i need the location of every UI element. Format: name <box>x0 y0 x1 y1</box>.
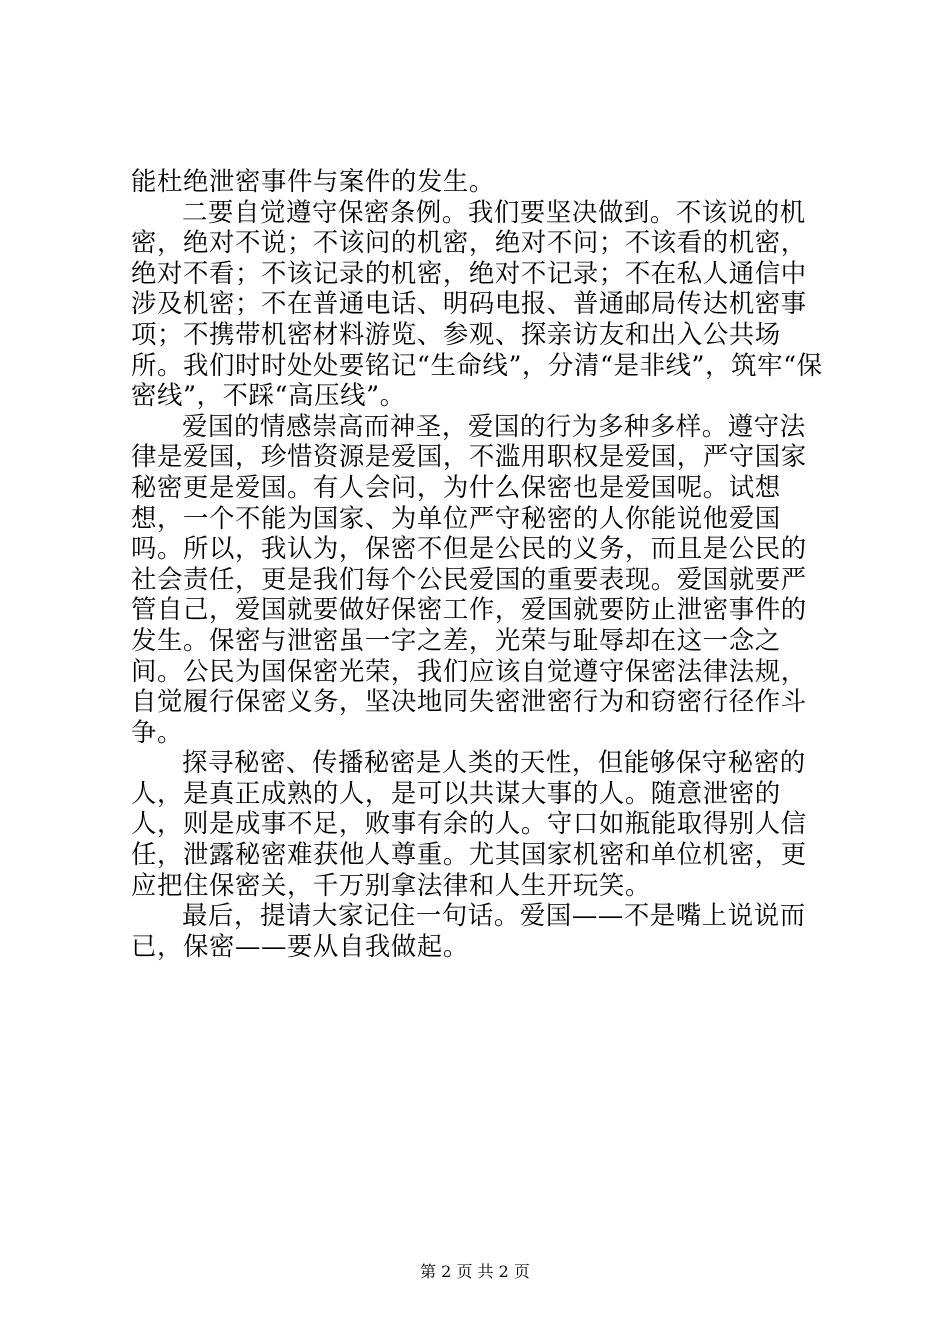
paragraph-conclusion: 最后，提请大家记住一句话。爱国——不是嘴上说说而已，保密——要从自我做起。 <box>131 900 806 961</box>
paragraph-patriotism: 爱国的情感崇高而神圣，爱国的行为多种多样。遵守法律是爱国，珍惜资源是爱国，不滥用职权是爱国，严守国家秘密更是爱国。有人会问，为什么保密也是爱国呢。试想想，一个不能为国家、为单位严守秘密的人你能说他爱国吗。所以，我认为，保密不但是公民的义务，而且是公民的社会责任，更是我们每个公民爱国的重要表现。爱国就要严管自己，爱国就要做好保密工作，爱国就要防止泄密事件的发生。保密与泄密虽一字之差，光荣与耻辱却在这一念之间。公民为国保密光荣，我们应该自觉遵守保密法律法规，自觉履行保密义务，坚决地同失密泄密行为和窃密行径作斗争。 <box>131 410 807 747</box>
paragraph-keeping-secrets: 探寻秘密、传播秘密是人类的天性，但能够保守秘密的人，是真正成熟的人，是可以共谋大事的人。随意泄密的人，则是成事不足，败事有余的人。守口如瓶能取得别人信任，泄露秘密难获他人尊重。尤其国家机密和单位机密，更应把住保密关，千万别拿法律和人生开玩笑。 <box>131 747 807 900</box>
paragraph-confidentiality-rules: 二要自觉遵守保密条例。我们要坚决做到。不该说的机密，绝对不说；不该问的机密，绝对不问；不该看的机密，绝对不看；不该记录的机密，绝对不记录；不在私人通信中涉及机密；不在普通电话、明码电报、普通邮局传达机密事项；不携带机密材料游览、参观、探亲访友和出入公共场所。我们时时处处要铭记“生命线”，分清“是非线”，筑牢“保密线”，不踩“高压线”。 <box>131 196 823 411</box>
page-footer: 第 2 页 共 2 页 <box>420 1262 530 1281</box>
document-body <box>131 166 831 961</box>
paragraph-continuation: 能杜绝泄密事件与案件的发生。 <box>131 166 495 196</box>
